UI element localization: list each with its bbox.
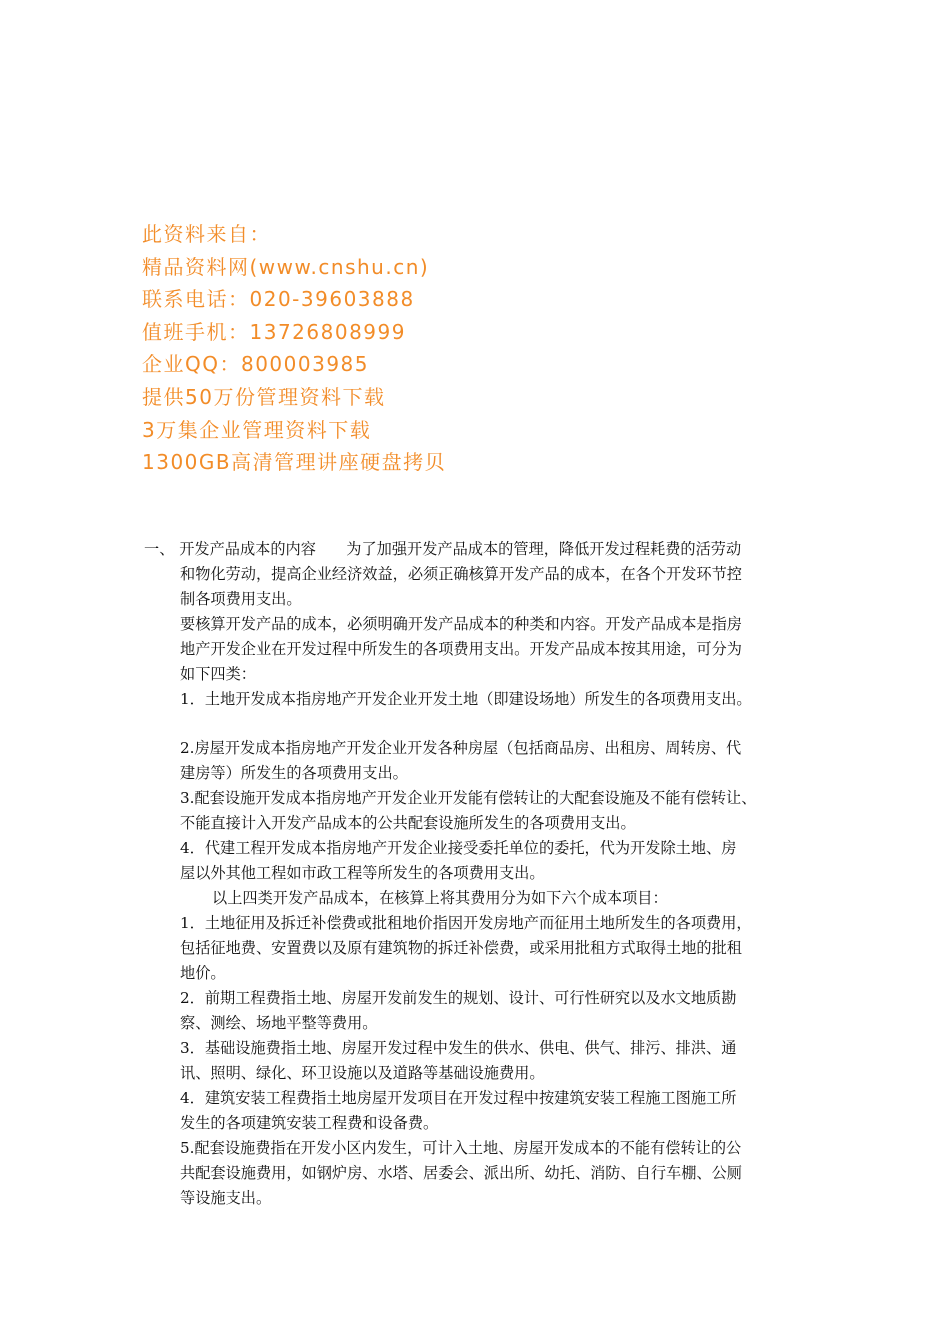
list-item-line: 屋以外其他工程如市政工程等所发生的各项费用支出。 xyxy=(180,864,545,882)
qq-line: 企业QQ：800003985 xyxy=(142,352,370,377)
list-item-line: 3．基础设施费指土地、房屋开发过程中发生的供水、供电、供气、排污、排洪、通 xyxy=(180,1039,737,1057)
section-heading-line: 一、 开发产品成本的内容 为了加强开发产品成本的管理，降低开发过程耗费的活劳动 xyxy=(144,540,742,558)
list-item-line: 3.配套设施开发成本指房地产开发企业开发能有偿转让的大配套设施及不能有偿转让、 xyxy=(180,789,757,807)
list-item-line: 共配套设施费用，如钢炉房、水塔、居委会、派出所、幼托、消防、自行车棚、公厕 xyxy=(180,1164,742,1182)
source-notice-line: 此资料来自： xyxy=(142,222,271,246)
list-item-line: 4．代建工程开发成本指房地产开发企业接受委托单位的委托，代为开发除土地、房 xyxy=(180,839,737,857)
list-item-line: 地价。 xyxy=(180,964,226,982)
offer-line-1: 提供50万份管理资料下载 xyxy=(142,384,386,409)
list-item-line: 2．前期工程费指土地、房屋开发前发生的规划、设计、可行性研究以及水文地质勘 xyxy=(180,989,737,1007)
source-notice-block xyxy=(142,218,742,479)
list-item-line: 5.配套设施费指在开发小区内发生，可计入土地、房屋开发成本的不能有偿转让的公 xyxy=(180,1139,742,1157)
list-item-line: 讯、照明、绿化、环卫设施以及道路等基础设施费用。 xyxy=(180,1064,545,1082)
list-item-line: 4．建筑安装工程费指土地房屋开发项目在开发过程中按建筑安装工程施工图施工所 xyxy=(180,1089,737,1107)
list-item-line: 发生的各项建筑安装工程费和设备费。 xyxy=(180,1114,439,1132)
paragraph-line: 制各项费用支出。 xyxy=(180,590,302,608)
list-item-line: 不能直接计入开发产品成本的公共配套设施所发生的各项费用支出。 xyxy=(180,814,636,832)
paragraph-line: 以上四类开发产品成本，在核算上将其费用分为如下六个成本项目： xyxy=(212,889,668,907)
list-item-line: 察、测绘、场地平整等费用。 xyxy=(180,1014,378,1032)
paragraph-line: 要核算开发产品的成本，必须明确开发产品成本的种类和内容。开发产品成本是指房 xyxy=(180,615,742,633)
phone-line: 联系电话：020-39603888 xyxy=(142,287,415,312)
paragraph-line: 和物化劳动，提高企业经济效益，必须正确核算开发产品的成本，在各个开发环节控 xyxy=(180,565,742,583)
list-item-line: 等设施支出。 xyxy=(180,1189,272,1207)
paragraph-line: 如下四类： xyxy=(180,665,256,683)
offer-line-3: 1300GB高清管理讲座硬盘拷贝 xyxy=(142,450,447,475)
list-item-line: 1．土地开发成本指房地产开发企业开发土地（即建设场地）所发生的各项费用支出。 xyxy=(180,690,752,708)
mobile-line: 值班手机：13726808999 xyxy=(142,319,406,344)
paragraph-line: 地产开发企业在开发过程中所发生的各项费用支出。开发产品成本按其用途，可分为 xyxy=(180,640,742,658)
offer-line-2: 3万集企业管理资料下载 xyxy=(142,417,372,442)
list-item-line: 建房等）所发生的各项费用支出。 xyxy=(180,764,408,782)
list-item-line: 2.房屋开发成本指房地产开发企业开发各种房屋（包括商品房、出租房、周转房、代 xyxy=(180,739,742,757)
list-item-line: 1．土地征用及拆迁补偿费或批租地价指因开发房地产而征用土地所发生的各项费用， xyxy=(180,914,752,932)
list-item-line: 包括征地费、安置费以及原有建筑物的拆迁补偿费，或采用批租方式取得土地的批租 xyxy=(180,939,742,957)
website-line: 精品资料网(www.cnshu.cn) xyxy=(142,254,430,279)
